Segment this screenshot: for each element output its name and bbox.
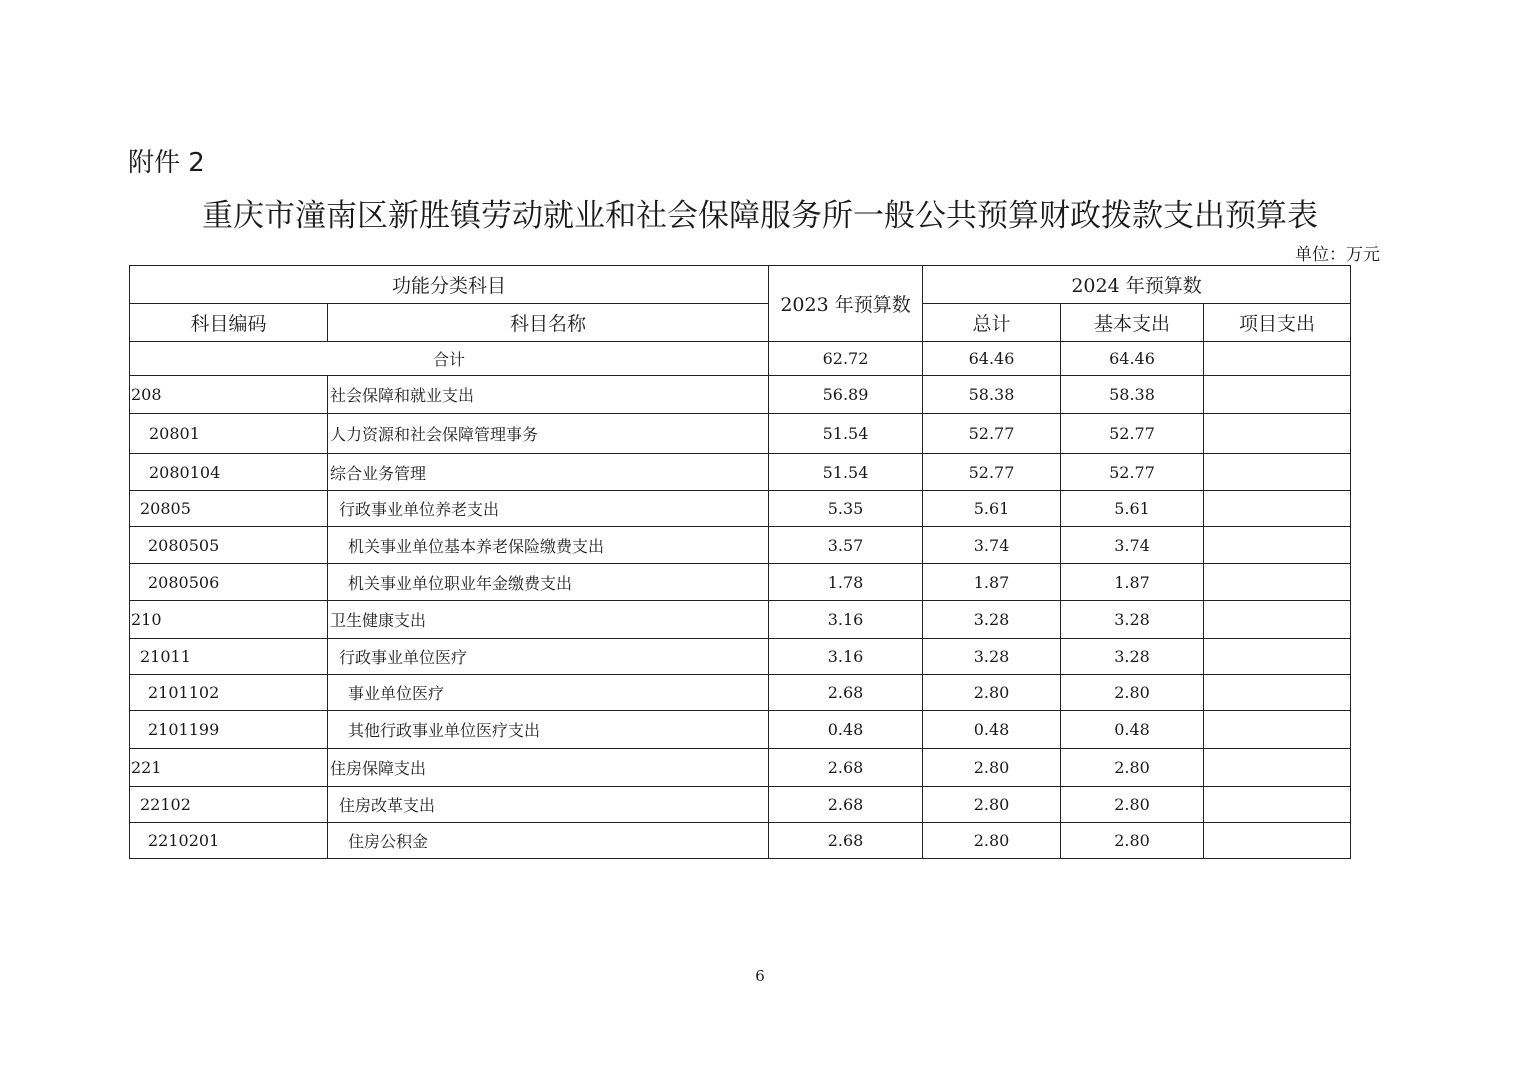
- row-basic: 52.77: [1061, 454, 1204, 491]
- row-total: 58.38: [923, 376, 1061, 414]
- row-total: 52.77: [923, 414, 1061, 454]
- row-code: 20805: [130, 491, 328, 527]
- table-row: [130, 601, 1351, 639]
- row-code: 2080104: [130, 454, 328, 491]
- header-project: 项目支出: [1204, 304, 1351, 342]
- table-row: [130, 787, 1351, 823]
- row-basic: 2.80: [1061, 787, 1204, 823]
- row-project: [1204, 639, 1351, 675]
- row-total: 3.28: [923, 639, 1061, 675]
- row-name: 卫生健康支出: [328, 601, 769, 639]
- row-name: 住房公积金: [328, 823, 769, 859]
- row-total: 5.61: [923, 491, 1061, 527]
- page-number: 6: [755, 967, 765, 985]
- row-project: [1204, 376, 1351, 414]
- table-row: [130, 376, 1351, 414]
- row-name: 住房改革支出: [328, 787, 769, 823]
- row-code: 2080505: [130, 527, 328, 564]
- header-2023-budget: 2023 年预算数: [769, 266, 923, 342]
- row-2023: 5.35: [769, 491, 923, 527]
- row-2023: 2.68: [769, 675, 923, 711]
- row-name: 机关事业单位职业年金缴费支出: [328, 564, 769, 601]
- row-basic: 2.80: [1061, 823, 1204, 859]
- row-project: [1204, 414, 1351, 454]
- header-total: 总计: [923, 304, 1061, 342]
- row-name: 综合业务管理: [328, 454, 769, 491]
- row-project: [1204, 564, 1351, 601]
- row-basic: 3.28: [1061, 639, 1204, 675]
- row-total: 2.80: [923, 787, 1061, 823]
- row-name: 行政事业单位医疗: [328, 639, 769, 675]
- row-2023: 51.54: [769, 414, 923, 454]
- row-project: [1204, 527, 1351, 564]
- row-total: 2.80: [923, 823, 1061, 859]
- row-code: 2080506: [130, 564, 328, 601]
- row-project: [1204, 787, 1351, 823]
- table-row: [130, 454, 1351, 491]
- total-total: 64.46: [923, 342, 1061, 376]
- row-basic: 5.61: [1061, 491, 1204, 527]
- row-basic: 1.87: [1061, 564, 1204, 601]
- total-label: 合计: [130, 342, 769, 376]
- row-basic: 0.48: [1061, 711, 1204, 749]
- row-2023: 0.48: [769, 711, 923, 749]
- attachment-label: 附件 2: [128, 148, 205, 178]
- row-project: [1204, 675, 1351, 711]
- row-2023: 51.54: [769, 454, 923, 491]
- header-code: 科目编码: [130, 304, 328, 342]
- row-project: [1204, 711, 1351, 749]
- total-basic: 64.46: [1061, 342, 1204, 376]
- row-total: 3.28: [923, 601, 1061, 639]
- table-row: [130, 527, 1351, 564]
- row-total: 0.48: [923, 711, 1061, 749]
- header-functional-category: 功能分类科目: [130, 266, 769, 304]
- row-code: 2101102: [130, 675, 328, 711]
- row-name: 机关事业单位基本养老保险缴费支出: [328, 527, 769, 564]
- row-project: [1204, 601, 1351, 639]
- row-2023: 3.57: [769, 527, 923, 564]
- total-2023: 62.72: [769, 342, 923, 376]
- total-row: [130, 342, 1351, 376]
- table-row: [130, 414, 1351, 454]
- row-project: [1204, 491, 1351, 527]
- row-code: 20801: [130, 414, 328, 454]
- row-name: 事业单位医疗: [328, 675, 769, 711]
- header-2024-budget: 2024 年预算数: [923, 266, 1351, 304]
- row-name: 住房保障支出: [328, 749, 769, 787]
- row-2023: 1.78: [769, 564, 923, 601]
- row-name: 其他行政事业单位医疗支出: [328, 711, 769, 749]
- header-row-1: [130, 266, 1351, 304]
- table-row: [130, 749, 1351, 787]
- row-basic: 3.28: [1061, 601, 1204, 639]
- row-code: 21011: [130, 639, 328, 675]
- row-2023: 3.16: [769, 639, 923, 675]
- table-row: [130, 639, 1351, 675]
- row-2023: 2.68: [769, 787, 923, 823]
- row-name: 社会保障和就业支出: [328, 376, 769, 414]
- row-code: 210: [130, 601, 328, 639]
- row-basic: 3.74: [1061, 527, 1204, 564]
- row-2023: 2.68: [769, 823, 923, 859]
- table-row: [130, 564, 1351, 601]
- row-name: 行政事业单位养老支出: [328, 491, 769, 527]
- row-basic: 2.80: [1061, 749, 1204, 787]
- row-total: 3.74: [923, 527, 1061, 564]
- row-basic: 2.80: [1061, 675, 1204, 711]
- row-total: 2.80: [923, 675, 1061, 711]
- row-code: 22102: [130, 787, 328, 823]
- row-2023: 2.68: [769, 749, 923, 787]
- header-basic: 基本支出: [1061, 304, 1204, 342]
- budget-table: [129, 265, 1351, 859]
- row-code: 221: [130, 749, 328, 787]
- row-code: 208: [130, 376, 328, 414]
- unit-label: 单位：万元: [1295, 245, 1380, 265]
- page-title: 重庆市潼南区新胜镇劳动就业和社会保障服务所一般公共预算财政拨款支出预算表: [202, 198, 1318, 234]
- table-row: [130, 823, 1351, 859]
- row-2023: 3.16: [769, 601, 923, 639]
- total-project: [1204, 342, 1351, 376]
- row-name: 人力资源和社会保障管理事务: [328, 414, 769, 454]
- row-project: [1204, 454, 1351, 491]
- table-row: [130, 491, 1351, 527]
- header-name: 科目名称: [328, 304, 769, 342]
- row-2023: 56.89: [769, 376, 923, 414]
- table-row: [130, 711, 1351, 749]
- row-basic: 58.38: [1061, 376, 1204, 414]
- row-basic: 52.77: [1061, 414, 1204, 454]
- row-code: 2101199: [130, 711, 328, 749]
- header-row-2: [130, 304, 1351, 342]
- table-row: [130, 675, 1351, 711]
- row-project: [1204, 823, 1351, 859]
- row-total: 1.87: [923, 564, 1061, 601]
- row-project: [1204, 749, 1351, 787]
- row-total: 52.77: [923, 454, 1061, 491]
- row-total: 2.80: [923, 749, 1061, 787]
- row-code: 2210201: [130, 823, 328, 859]
